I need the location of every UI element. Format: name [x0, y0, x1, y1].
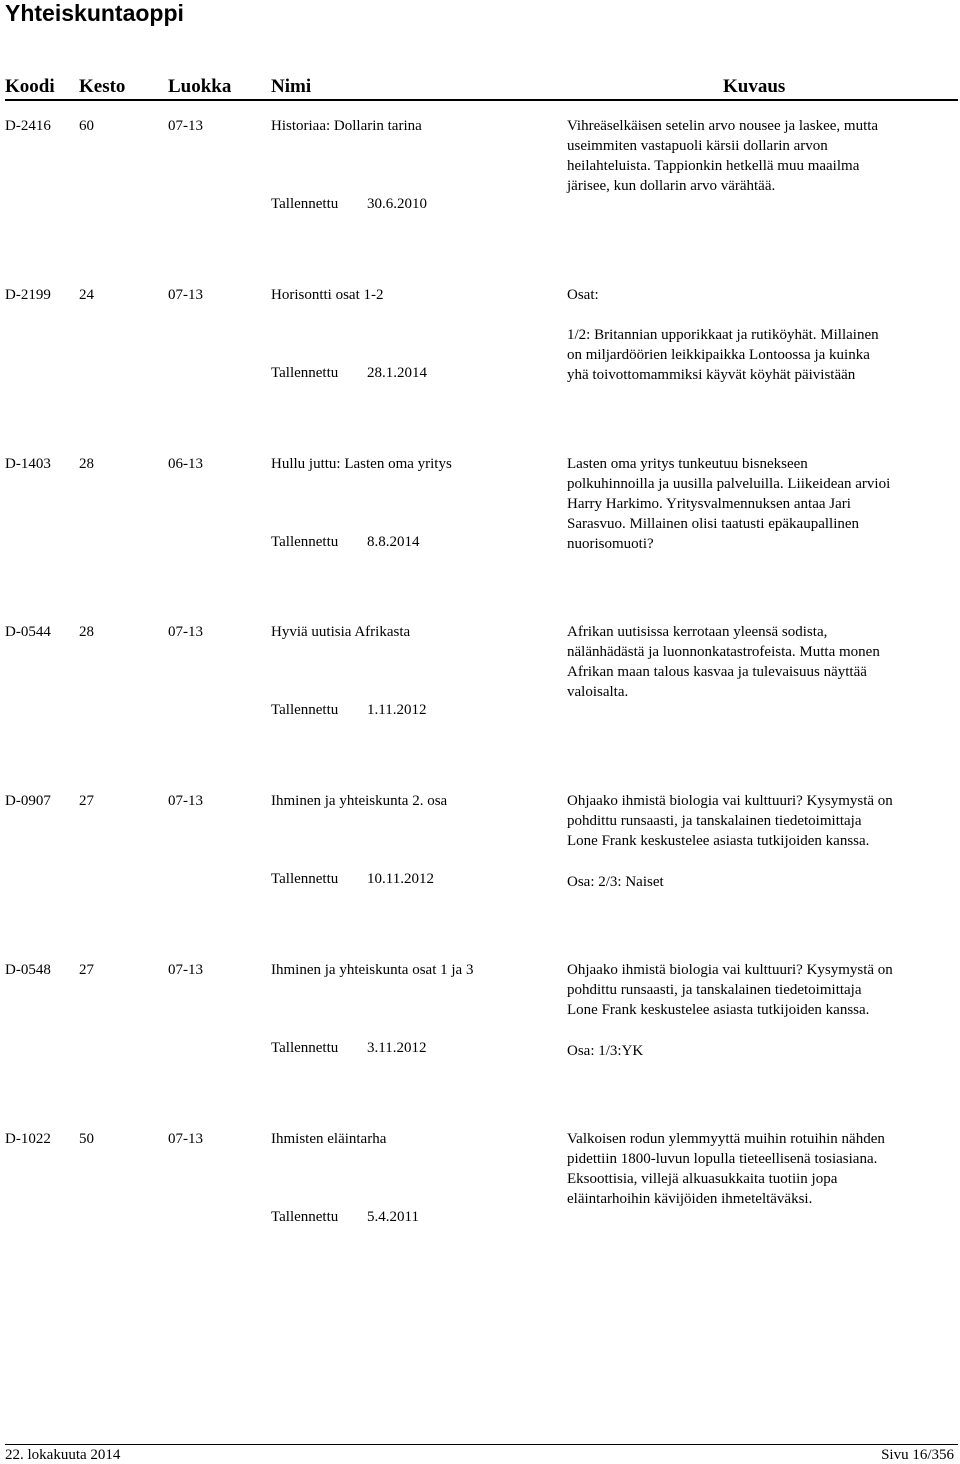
row-length: 27 — [79, 793, 94, 809]
row-saved-label: Tallennettu — [271, 365, 339, 381]
row-title: Ihminen ja yhteiskunta 2. osa — [271, 793, 448, 809]
row-description: Ohjaako ihmistä biologia vai kulttuuri? Kysymystä on pohdittu runsaasti, ja tanskalainen tiedetoimittaja Lone Frank keskustelee asiasta tutkijoiden kanssa. — [567, 962, 893, 1018]
row-saved-label: Tallennettu — [271, 871, 339, 887]
row-code: D-0907 — [5, 793, 51, 809]
row-grade: 07-13 — [168, 793, 203, 809]
row-grade: 07-13 — [168, 118, 203, 134]
page-title: Yhteiskuntaoppi — [5, 0, 184, 26]
row-title: Hyviä uutisia Afrikasta — [271, 624, 411, 640]
row-description: Valkoisen rodun ylemmyyttä muihin rotuihin nähden pidettiin 1800-luvun lopulla tieteellisenä tosiasiana. Eksoottisia, villejä alkuasukkaita tuotiin jopa eläintarhoihin kävijöiden ihmeteltäväksi. — [567, 1131, 885, 1207]
row-code: D-2416 — [5, 118, 51, 134]
header-divider — [5, 99, 958, 101]
row-grade: 07-13 — [168, 962, 203, 978]
row-episode-note: Osa: 1/3:YK — [567, 1043, 644, 1059]
row-episode-note: 1/2: Britannian upporikkaat ja rutiköyhät. Millainen on miljardöörien leikkipaikka Lontoossa ja kuinka yhä toivottomammiksi käyvät köyhät päivistään — [567, 327, 879, 383]
row-description: Vihreäselkäisen setelin arvo nousee ja laskee, mutta useimmiten vastapuoli kärsii dollarin arvon heilahteluista. Tappionkin hetkellä muu maailma järisee, kun dollarin arvo värähtää. — [567, 118, 879, 194]
page-number: Sivu 16/356 — [881, 1447, 954, 1463]
row-description: Ohjaako ihmistä biologia vai kulttuuri? Kysymystä on pohdittu runsaasti, ja tanskalainen tiedetoimittaja Lone Frank keskustelee asiasta tutkijoiden kanssa. — [567, 793, 893, 849]
row-saved-date: 8.8.2014 — [367, 534, 420, 550]
row-code: D-2199 — [5, 287, 51, 303]
row-title: Ihmisten eläintarha — [271, 1131, 387, 1147]
row-saved-date: 28.1.2014 — [367, 365, 427, 381]
row-saved-date: 10.11.2012 — [367, 871, 434, 887]
row-title: Horisontti osat 1-2 — [271, 287, 384, 303]
row-saved-label: Tallennettu — [271, 1209, 339, 1225]
column-header-length: Kesto — [79, 76, 126, 97]
row-description: Lasten oma yritys tunkeutuu bisnekseen polkuhinnoilla ja uusilla palveluilla. Liikeidean arvioi Harry Harkimo. Yritysvalmennuksen antaa Jari Sarasvuo. Millainen olisi taatusti epäkaupallinen nuorisomuoti? — [567, 456, 891, 552]
row-grade: 06-13 — [168, 456, 203, 472]
row-length: 50 — [79, 1131, 94, 1147]
column-header-name: Nimi — [271, 76, 312, 97]
row-length: 28 — [79, 624, 94, 640]
row-code: D-1403 — [5, 456, 51, 472]
row-title: Ihminen ja yhteiskunta osat 1 ja 3 — [271, 962, 474, 978]
row-saved-date: 3.11.2012 — [367, 1040, 427, 1056]
row-length: 60 — [79, 118, 94, 134]
row-length: 27 — [79, 962, 94, 978]
row-length: 24 — [79, 287, 94, 303]
row-code: D-0548 — [5, 962, 51, 978]
column-header-code: Koodi — [5, 76, 55, 97]
row-saved-date: 1.11.2012 — [367, 702, 427, 718]
row-episode-note: Osa: 2/3: Naiset — [567, 874, 664, 890]
row-saved-label: Tallennettu — [271, 1040, 339, 1056]
row-saved-label: Tallennettu — [271, 196, 339, 212]
row-title: Hullu juttu: Lasten oma yritys — [271, 456, 452, 472]
row-title: Historiaa: Dollarin tarina — [271, 118, 422, 134]
row-code: D-0544 — [5, 624, 51, 640]
row-grade: 07-13 — [168, 1131, 203, 1147]
row-saved-date: 5.4.2011 — [367, 1209, 419, 1225]
row-grade: 07-13 — [168, 624, 203, 640]
footer-date: 22. lokakuuta 2014 — [5, 1447, 121, 1463]
column-header-grade: Luokka — [168, 76, 232, 97]
row-length: 28 — [79, 456, 94, 472]
row-description: Osat: — [567, 287, 599, 303]
row-grade: 07-13 — [168, 287, 203, 303]
row-saved-date: 30.6.2010 — [367, 196, 427, 212]
row-description: Afrikan uutisissa kerrotaan yleensä sodista, nälänhädästä ja luonnonkatastrofeista. Mutta monen Afrikan maan talous kasvaa ja tulevaisuus näyttää valoisalta. — [567, 624, 880, 700]
column-header-description: Kuvaus — [723, 76, 786, 97]
row-code: D-1022 — [5, 1131, 51, 1147]
footer-divider — [5, 1444, 958, 1445]
row-saved-label: Tallennettu — [271, 702, 339, 718]
row-saved-label: Tallennettu — [271, 534, 339, 550]
